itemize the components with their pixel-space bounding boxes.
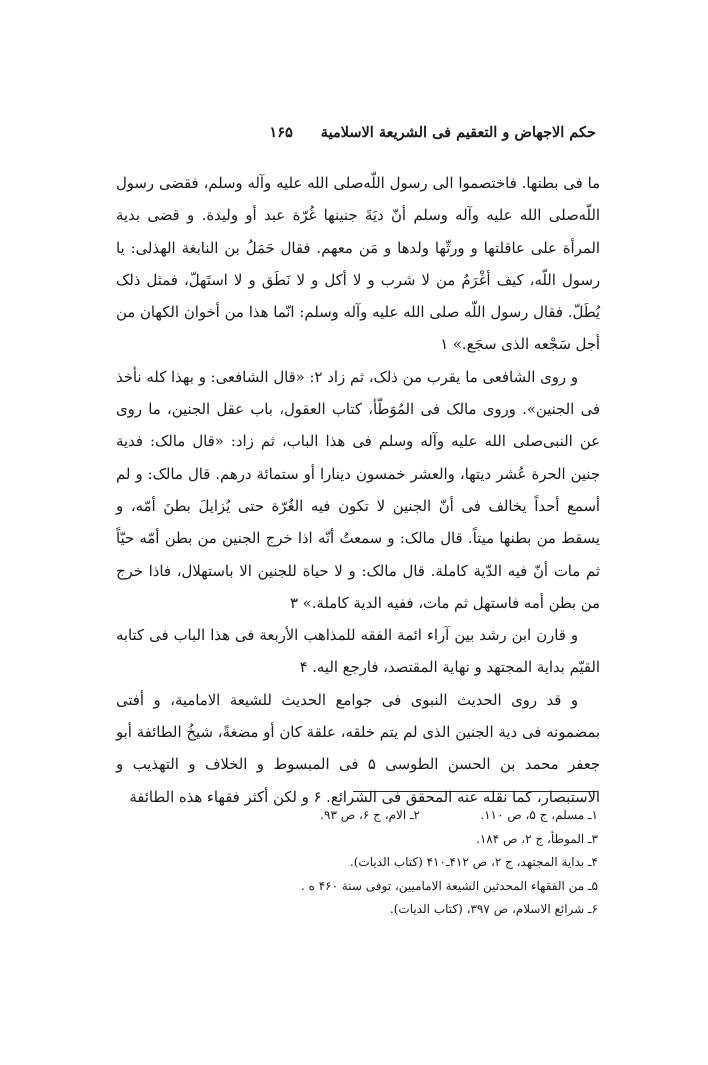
running-header: [116, 120, 596, 144]
page-number: ۱۶۵: [269, 123, 293, 141]
paragraph: و روی الشافعی ما یقرب من ذلک، ثم زاد ۲: «قال الشافعی: و بهذا کله نأخذ فی الجنین». وروی مالک فی المُوَطّأ، کتاب العقول، باب عقل الجنین، ما روی عن النبی‌صلی الله علیه وآله وسلم فی هذا الباب، ثم زاد: «قال مالک: فدیة جنین الحرة عُشر دیتها، والعشر خمسون دینارا أو ستمائة درهم. قال مالک: و لم أسمع أحداً یخالف فی أنّ الجنین لا تکون فیه الغُرّة حتی یُزایلَ بطنَ أمّه، و یسقط من بطنها میتاً. قال مالک: و سمعتُ أنّه اذا خرج الجنین من بطن أمّه حیّاً ثم مات أنّ فیه الدّیة کاملة. قال مالک: و لا حیاة للجنین الا باستهلال، فاذا خرج من بطن أمه فاستهل ثم مات، ففیه الدیة کاملة.» ۳: [116, 368, 600, 612]
paragraph: و قارن ابن رشد بین آراء ائمة الفقه للمذاهب الأربعة فی هذا الباب فی کتابه القیّم بدایة المجتهد و نهایة المقتصد، فارجع الیه. ۴: [116, 627, 600, 677]
footnote-row: [180, 804, 598, 828]
footnote: ۴ـ بدایة المجتهد، ج ۲، ص ۴۱۲ـ۴۱۰ (کتاب الدیات).: [349, 855, 598, 869]
footnote: ۵ـ من الفقهاء المحدثین الشیعة الامامیین، توفی سنة ۴۶۰ ه .: [300, 878, 598, 893]
footnote: ۲ـ الام، ج ۶، ص ۹۳.: [320, 808, 420, 822]
paragraph: و قد روی الحدیث النبوی فی جوامع الحدیث للشیعة الامامیة، و أفتی بمضمونه فی دیة الجنین الذی لم یتم خلقه، علقة کان أو مضغةً، شیخُ الطائفة أبو جعفر محمد بن الحسن الطوسی ۵ فی المبسوط و الخلاف و التهذیب و الاستبصار، کما نقله عنه المحقق فی الشرائع. ۶ و لکن أکثر فقهاء هذه الطائفة: [116, 691, 600, 806]
footnotes: [180, 804, 598, 922]
header-title: حکم الاجهاض و التعقیم فی الشریعة الاسلامیة: [320, 123, 596, 141]
footnote: ۳ـ الموطأ، ج ۲، ص ۱۸۴.: [475, 831, 598, 846]
paragraph: ما فی بطنها. فاختصموا الی رسول اللّه‌صلی الله علیه وآله وسلم، فقضی رسول اللّه‌صلی الله علیه وآله وسلم أنّ دیَةَ جنینها غُرّة عبد أو ولیدة. و قضی بدیة المرأة علی عاقلتها و ورثّها ولدها و مَن معهم. فقال حَمَلُ بن النابغة الهذلی: یا رسول اللّه، کیف أغْرَمُ من لا شرب و لا أکل و لا نَطَق و لا استَهلّ، فمثل ذلک یُطَلّ. فقال رسول اللّه صلی الله علیه وآله وسلم: انّما هذا من أخوان الکهان من أجل سَجْعه الذی سجَع.» ۱: [116, 175, 600, 354]
footnote: ۶ـ شرائع الاسلام، ص ۳۹۷، (کتاب الدیات).: [389, 902, 598, 916]
footnote-separator: [353, 791, 597, 792]
main-text: [116, 168, 600, 814]
footnote: ۱ـ مسلم، ج ۵، ص ۱۱۰.: [480, 808, 598, 822]
